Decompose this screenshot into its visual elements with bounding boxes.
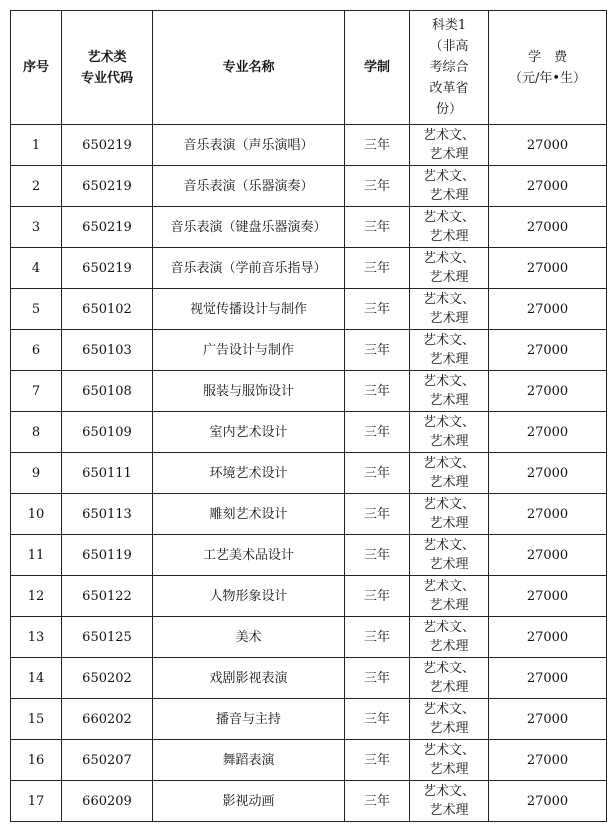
header-name: 专业名称 <box>153 11 345 125</box>
cell-duration: 三年 <box>345 494 410 535</box>
table-row <box>11 371 607 412</box>
cell-index: 1 <box>11 125 62 166</box>
cell-code: 650122 <box>62 576 153 617</box>
cell-duration: 三年 <box>345 781 410 822</box>
cell-duration: 三年 <box>345 699 410 740</box>
cell-duration: 三年 <box>345 289 410 330</box>
program-table <box>10 10 607 822</box>
cell-category: 艺术文、 艺术理 <box>410 658 489 699</box>
cell-index: 12 <box>11 576 62 617</box>
table-row <box>11 535 607 576</box>
cell-index: 15 <box>11 699 62 740</box>
cell-duration: 三年 <box>345 535 410 576</box>
cell-name: 戏剧影视表演 <box>153 658 345 699</box>
cell-fee: 27000 <box>489 617 607 658</box>
cell-duration: 三年 <box>345 248 410 289</box>
table-row <box>11 617 607 658</box>
cell-name: 舞蹈表演 <box>153 740 345 781</box>
cell-duration: 三年 <box>345 125 410 166</box>
cell-index: 16 <box>11 740 62 781</box>
table-row <box>11 330 607 371</box>
cell-category: 艺术文、 艺术理 <box>410 781 489 822</box>
cell-category: 艺术文、 艺术理 <box>410 699 489 740</box>
cell-code: 660209 <box>62 781 153 822</box>
table-row <box>11 494 607 535</box>
cell-category: 艺术文、 艺术理 <box>410 535 489 576</box>
cell-duration: 三年 <box>345 166 410 207</box>
table-row <box>11 781 607 822</box>
cell-fee: 27000 <box>489 289 607 330</box>
cell-fee: 27000 <box>489 125 607 166</box>
cell-index: 7 <box>11 371 62 412</box>
cell-name: 雕刻艺术设计 <box>153 494 345 535</box>
cell-category: 艺术文、 艺术理 <box>410 166 489 207</box>
header-row <box>11 11 607 125</box>
table-row <box>11 289 607 330</box>
cell-code: 650202 <box>62 658 153 699</box>
cell-name: 音乐表演（键盘乐器演奏） <box>153 207 345 248</box>
table-row <box>11 740 607 781</box>
cell-name: 环境艺术设计 <box>153 453 345 494</box>
header-duration: 学制 <box>345 11 410 125</box>
table-row <box>11 412 607 453</box>
cell-category: 艺术文、 艺术理 <box>410 125 489 166</box>
cell-name: 美术 <box>153 617 345 658</box>
cell-name: 音乐表演（声乐演唱） <box>153 125 345 166</box>
cell-index: 3 <box>11 207 62 248</box>
cell-fee: 27000 <box>489 699 607 740</box>
cell-duration: 三年 <box>345 412 410 453</box>
cell-duration: 三年 <box>345 576 410 617</box>
cell-index: 17 <box>11 781 62 822</box>
cell-index: 9 <box>11 453 62 494</box>
table-header <box>11 11 607 125</box>
cell-fee: 27000 <box>489 781 607 822</box>
table-body <box>11 125 607 822</box>
table-row <box>11 248 607 289</box>
cell-fee: 27000 <box>489 166 607 207</box>
cell-fee: 27000 <box>489 330 607 371</box>
table-row <box>11 453 607 494</box>
cell-category: 艺术文、 艺术理 <box>410 330 489 371</box>
cell-name: 广告设计与制作 <box>153 330 345 371</box>
table-row <box>11 166 607 207</box>
header-fee: 学 费 （元/年•生） <box>489 11 607 125</box>
cell-name: 工艺美术品设计 <box>153 535 345 576</box>
cell-fee: 27000 <box>489 576 607 617</box>
cell-index: 11 <box>11 535 62 576</box>
cell-index: 4 <box>11 248 62 289</box>
cell-fee: 27000 <box>489 371 607 412</box>
cell-category: 艺术文、 艺术理 <box>410 453 489 494</box>
cell-duration: 三年 <box>345 617 410 658</box>
cell-name: 影视动画 <box>153 781 345 822</box>
cell-fee: 27000 <box>489 248 607 289</box>
cell-fee: 27000 <box>489 412 607 453</box>
table-row <box>11 125 607 166</box>
cell-code: 650102 <box>62 289 153 330</box>
cell-duration: 三年 <box>345 207 410 248</box>
cell-category: 艺术文、 艺术理 <box>410 289 489 330</box>
cell-index: 2 <box>11 166 62 207</box>
cell-index: 6 <box>11 330 62 371</box>
cell-duration: 三年 <box>345 658 410 699</box>
cell-category: 艺术文、 艺术理 <box>410 371 489 412</box>
cell-code: 650113 <box>62 494 153 535</box>
cell-name: 人物形象设计 <box>153 576 345 617</box>
table-row <box>11 658 607 699</box>
cell-duration: 三年 <box>345 330 410 371</box>
cell-code: 650103 <box>62 330 153 371</box>
cell-code: 650109 <box>62 412 153 453</box>
cell-category: 艺术文、 艺术理 <box>410 740 489 781</box>
cell-index: 10 <box>11 494 62 535</box>
cell-code: 650119 <box>62 535 153 576</box>
cell-fee: 27000 <box>489 740 607 781</box>
cell-fee: 27000 <box>489 453 607 494</box>
cell-duration: 三年 <box>345 453 410 494</box>
table-row <box>11 576 607 617</box>
cell-category: 艺术文、 艺术理 <box>410 412 489 453</box>
cell-category: 艺术文、 艺术理 <box>410 576 489 617</box>
header-index: 序号 <box>11 11 62 125</box>
table-row <box>11 207 607 248</box>
cell-fee: 27000 <box>489 494 607 535</box>
cell-code: 650111 <box>62 453 153 494</box>
cell-name: 音乐表演（学前音乐指导） <box>153 248 345 289</box>
cell-code: 660202 <box>62 699 153 740</box>
cell-name: 室内艺术设计 <box>153 412 345 453</box>
cell-name: 视觉传播设计与制作 <box>153 289 345 330</box>
cell-code: 650219 <box>62 166 153 207</box>
cell-name: 服装与服饰设计 <box>153 371 345 412</box>
cell-duration: 三年 <box>345 740 410 781</box>
header-code: 艺术类 专业代码 <box>62 11 153 125</box>
cell-index: 14 <box>11 658 62 699</box>
cell-code: 650219 <box>62 207 153 248</box>
cell-code: 650219 <box>62 125 153 166</box>
cell-index: 8 <box>11 412 62 453</box>
cell-fee: 27000 <box>489 535 607 576</box>
cell-category: 艺术文、 艺术理 <box>410 248 489 289</box>
cell-duration: 三年 <box>345 371 410 412</box>
cell-fee: 27000 <box>489 658 607 699</box>
cell-category: 艺术文、 艺术理 <box>410 207 489 248</box>
cell-name: 音乐表演（乐器演奏） <box>153 166 345 207</box>
header-category: 科类1 （非高 考综合 改革省 份） <box>410 11 489 125</box>
cell-fee: 27000 <box>489 207 607 248</box>
cell-code: 650125 <box>62 617 153 658</box>
table-row <box>11 699 607 740</box>
cell-category: 艺术文、 艺术理 <box>410 494 489 535</box>
cell-code: 650219 <box>62 248 153 289</box>
cell-index: 5 <box>11 289 62 330</box>
cell-code: 650108 <box>62 371 153 412</box>
cell-index: 13 <box>11 617 62 658</box>
cell-category: 艺术文、 艺术理 <box>410 617 489 658</box>
cell-name: 播音与主持 <box>153 699 345 740</box>
cell-code: 650207 <box>62 740 153 781</box>
